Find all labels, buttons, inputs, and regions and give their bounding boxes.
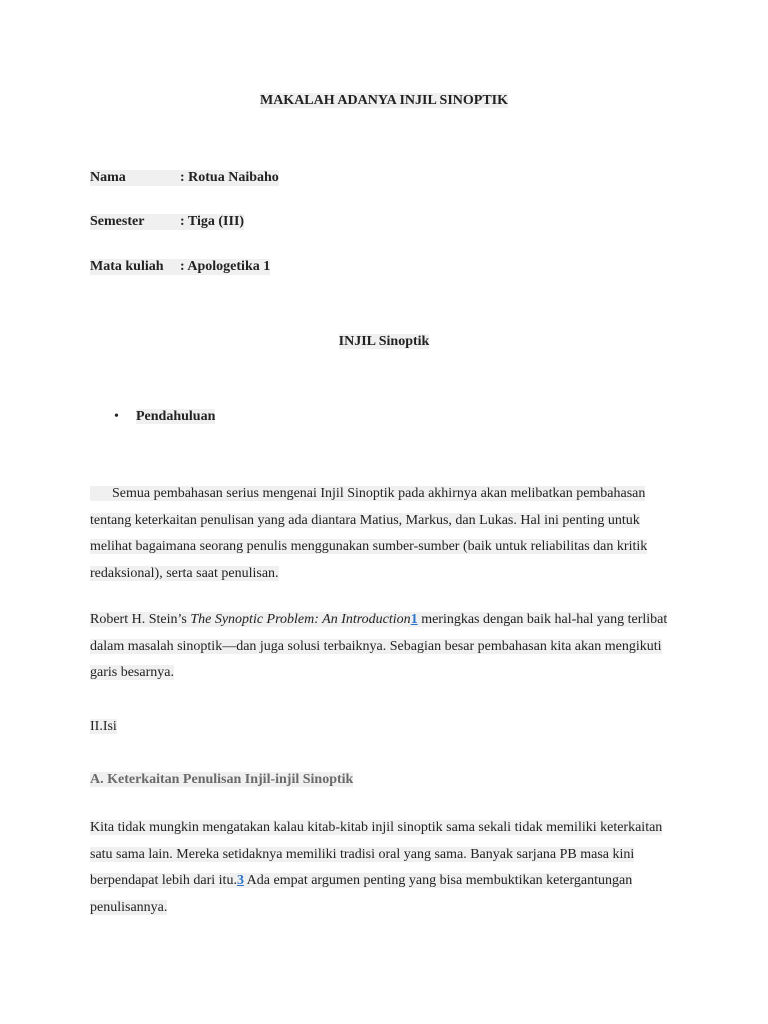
info-row-nama <box>90 170 279 186</box>
paragraph-stein <box>90 607 675 687</box>
section-title <box>0 334 768 350</box>
document-title <box>0 93 768 109</box>
paragraph-intro <box>90 481 675 587</box>
paragraph-intro-text: Semua pembahasan serius mengenai Injil Sinoptik pada akhirnya akan melibatkan pembahasan tentang keterkaitan penulisan yang ada diantara Matius, Markus, dan Lukas. Hal ini penting untuk melihat bagaimana seorang penulis menggunakan sumber-sumber (baik untuk reliabilitas dan kritik redaksional), serta saat penulisan. <box>90 486 648 581</box>
section-title-text: INJIL Sinoptik <box>338 334 430 349</box>
semester-value: : Tiga (III) <box>180 214 245 229</box>
keterkaitan-text-after: Ada empat argumen penting yang bisa membuktikan ketergantungan penulisannya. <box>90 873 633 915</box>
subsection-heading-a-text: A. Keterkaitan Penulisan Injil-injil Sinoptik <box>90 772 354 787</box>
bullet-icon: • <box>114 409 119 424</box>
section-isi-text: II.Isi <box>90 719 117 734</box>
matkul-label: Mata kuliah <box>90 259 180 275</box>
info-row-semester <box>90 214 244 230</box>
bullet-item-pendahuluan <box>114 409 215 425</box>
stein-text: meringkas dengan baik hal-hal yang terlibat dalam masalah sinoptik—dan juga solusi terbaiknya. Sebagian besar pembahasan kita akan mengikuti garis besarnya. <box>90 612 668 680</box>
bullet-text: Pendahuluan <box>136 409 216 424</box>
footnote-link-1[interactable]: 1 <box>410 612 418 627</box>
keterkaitan-text-before: Kita tidak mungkin mengatakan kalau kitab-kitab injil sinoptik sama sekali tidak memiliki keterkaitan satu sama lain. Mereka setidaknya memiliki tradisi oral yang sama. Banyak sarjana PB masa kini berpendapat lebih dari itu. <box>90 820 663 888</box>
nama-label: Nama <box>90 170 180 186</box>
semester-label: Semester <box>90 214 180 230</box>
document-title-text: MAKALAH ADANYA INJIL SINOPTIK <box>259 93 509 108</box>
stein-author: Robert H. Stein’s <box>90 612 191 627</box>
paragraph-keterkaitan <box>90 815 675 921</box>
subsection-heading-a <box>90 772 353 788</box>
section-isi-heading <box>90 719 117 735</box>
matkul-value: : Apologetika 1 <box>180 259 271 274</box>
footnote-link-3[interactable]: 3 <box>236 873 244 888</box>
nama-value: : Rotua Naibaho <box>180 170 279 185</box>
info-row-matkul <box>90 259 270 275</box>
stein-book-title: The Synoptic Problem: An Introduction <box>190 612 411 627</box>
